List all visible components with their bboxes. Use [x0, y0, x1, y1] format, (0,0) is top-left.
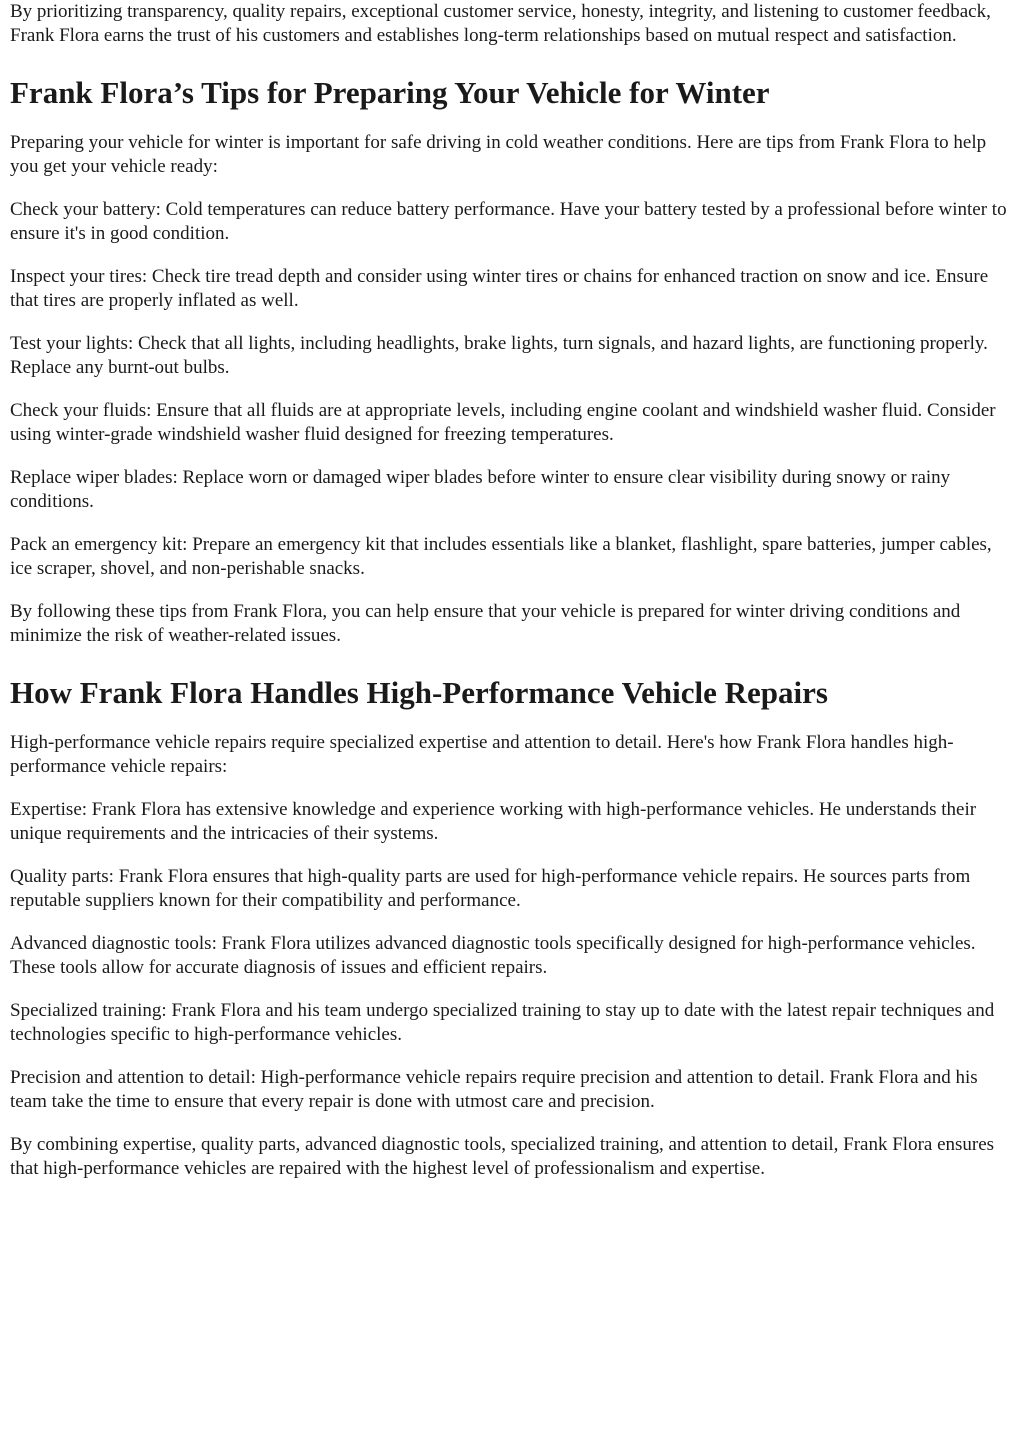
winter-tip-tires: Inspect your tires: Check tire tread depth and consider using winter tires or chains for enhanced traction on snow and ice. Ensure that tires are properly inflated as well.	[10, 266, 989, 311]
performance-point-quality-parts: Quality parts: Frank Flora ensures that high-quality parts are used for high-performance vehicle repairs. He sources parts from reputable suppliers known for their compatibility and performance.	[10, 866, 971, 911]
performance-point-training: Specialized training: Frank Flora and his team undergo specialized training to stay up to date with the latest repair techniques and technologies specific to high-performance vehicles.	[10, 1000, 995, 1045]
performance-point-expertise: Expertise: Frank Flora has extensive knowledge and experience working with high-performance vehicles. He understands their unique requirements and the intricacies of their systems.	[10, 799, 977, 844]
winter-lead-paragraph: Preparing your vehicle for winter is important for safe driving in cold weather conditions. Here are tips from Frank Flora to help you get your vehicle ready:	[10, 132, 987, 177]
performance-closing-paragraph: By combining expertise, quality parts, advanced diagnostic tools, specialized training, and attention to detail, Frank Flora ensures that high-performance vehicles are repaired with the highest level of professionalism and expertise.	[10, 1134, 995, 1179]
winter-tip-emergency-kit: Pack an emergency kit: Prepare an emergency kit that includes essentials like a blanket, flashlight, spare batteries, jumper cables, ice scraper, shovel, and non-perishable snacks.	[10, 534, 992, 579]
winter-tip-fluids: Check your fluids: Ensure that all fluids are at appropriate levels, including engine coolant and windshield washer fluid. Consider using winter-grade windshield washer fluid designed for freezing temperatures.	[10, 400, 996, 445]
performance-point-precision: Precision and attention to detail: High-performance vehicle repairs require precision and attention to detail. Frank Flora and his team take the time to ensure that every repair is done with utmost care and precision.	[10, 1067, 978, 1112]
winter-tip-lights: Test your lights: Check that all lights, including headlights, brake lights, turn signals, and hazard lights, are functioning properly. Replace any burnt-out bulbs.	[10, 333, 988, 378]
performance-lead-paragraph: High-performance vehicle repairs require specialized expertise and attention to detail. Here's how Frank Flora handles high-performance vehicle repairs:	[10, 732, 954, 777]
winter-section-heading: Frank Flora’s Tips for Preparing Your Vehicle for Winter	[10, 75, 770, 110]
intro-closing-paragraph: By prioritizing transparency, quality repairs, exceptional customer service, honesty, integrity, and listening to customer feedback, Frank Flora earns the trust of his customers and establishes long-term relationships based on mutual respect and satisfaction.	[10, 1, 991, 46]
performance-section-heading: How Frank Flora Handles High-Performance Vehicle Repairs	[10, 675, 828, 710]
winter-tip-wipers: Replace wiper blades: Replace worn or damaged wiper blades before winter to ensure clear visibility during snowy or rainy conditions.	[10, 467, 951, 512]
winter-tip-battery: Check your battery: Cold temperatures can reduce battery performance. Have your battery tested by a professional before winter to ensure it's in good condition.	[10, 199, 1007, 244]
winter-closing-paragraph: By following these tips from Frank Flora, you can help ensure that your vehicle is prepared for winter driving conditions and minimize the risk of weather-related issues.	[10, 601, 961, 646]
performance-point-diagnostic-tools: Advanced diagnostic tools: Frank Flora utilizes advanced diagnostic tools specifically designed for high-performance vehicles. These tools allow for accurate diagnosis of issues and efficient repairs.	[10, 933, 976, 978]
